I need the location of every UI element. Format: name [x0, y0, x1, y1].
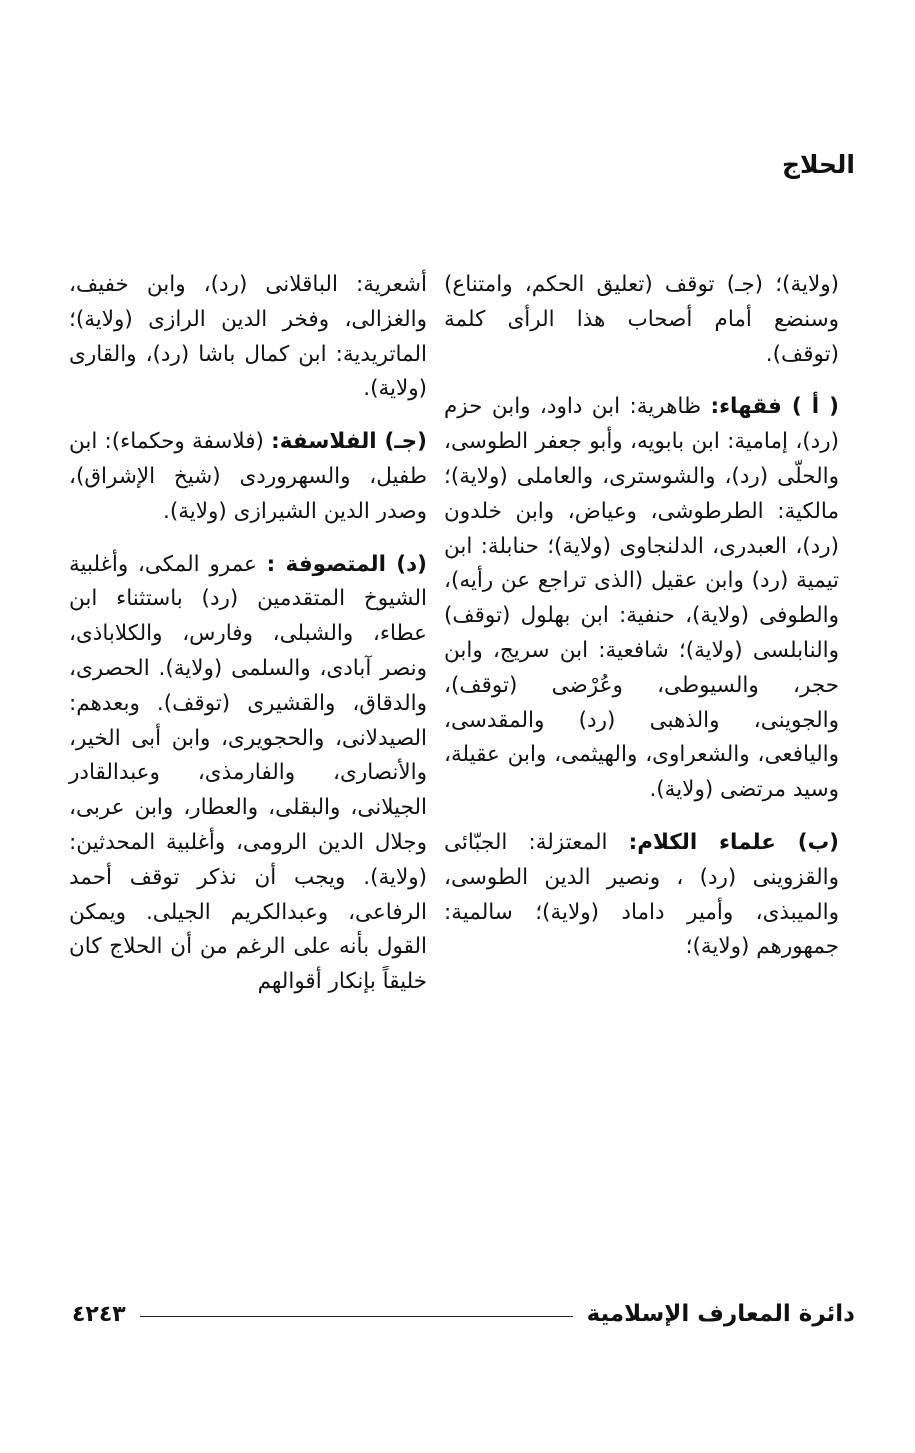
page-footer — [72, 1296, 855, 1332]
running-head: الحلاج — [782, 150, 855, 179]
section-heading: ( أ ) فقهاء: — [710, 394, 839, 420]
paragraph-text: المعتزلة: الجبّائى والقزوينى (رد) ، ونصير الدين الطوسى، والميبذى، وأمير داماد (ولاية)؛ سالمية: جمهورهم (ولاية)؛ — [444, 829, 839, 960]
paragraph-falasifa — [69, 425, 427, 529]
paragraph — [444, 268, 839, 372]
footer-title: دائرة المعارف الإسلامية — [586, 1301, 855, 1327]
paragraph-fuqaha — [444, 390, 839, 808]
paragraph — [69, 268, 427, 407]
page-number: ٤٢٤٣ — [72, 1301, 126, 1327]
paragraph-text: عمرو المكى، وأغلبية الشيوخ المتقدمين (رد) باستثناء ابن عطاء، والشبلى، وفارس، والكلاباذى، ونصر آبادى، والسلمى (ولاية). الحصرى، والدقاق، والقشيرى (توقف). وبعدهم: الصيدلانى، والحجويرى، وابن أبى الخير، والأنصارى، والفارمذى، وعبدالقادر الجيلانى، والبقلى، والعطار، وابن عربى، وجلال الدين الرومى، وأغلبية المحدثين: (ولاية). ويجب أن نذكر توقف أحمد الرفاعى، وعبدالكريم الجيلى. ويمكن القول بأنه على الرغم من أن الحلاج كان خليقاً بإنكار أقوالهم — [69, 551, 427, 995]
paragraph-kalam — [444, 826, 839, 965]
section-heading: (د) المتصوفة : — [266, 551, 427, 577]
left-column — [69, 268, 427, 1018]
paragraph-text: أشعرية: الباقلانى (رد)، وابن خفيف، والغزالى، وفخر الدين الرازى (ولاية)؛ الماتريدية: ابن كمال باشا (رد)، والقارى (ولاية). — [69, 272, 427, 402]
section-heading: (جـ) الفلاسفة: — [271, 429, 427, 455]
paragraph-text: (فلاسفة وحكماء): ابن طفيل، والسهروردى (شيخ الإشراق)، وصدر الدين الشيرازى (ولاية). — [69, 429, 427, 524]
footer-rule — [140, 1316, 573, 1317]
paragraph-text: (ولاية)؛ (جـ) توقف (تعليق الحكم، وامتناع) وسنضع أمام أصحاب هذا الرأى كلمة (توقف). — [444, 272, 839, 367]
right-column — [444, 268, 839, 983]
section-heading: (ب) علماء الكلام: — [628, 829, 839, 855]
paragraph-text: ظاهرية: ابن داود، وابن حزم (رد)، إمامية: ابن بابويه، وأبو جعفر الطوسى، والحلّى (رد)، والشوسترى، والعاملى (ولاية)؛ مالكية: الطرطوشى، وعياض، وابن خلدون (رد)، العبدرى، الدلنجاوى (ولاية)؛ حنابلة: ابن تيمية (رد) وابن عقيل (الذى تراجع عن رأيه)، والطوفى (ولاية)، حنفية: ابن بهلول (توقف) والنابلسى (ولاية)؛ شافعية: ابن سريج، وابن حجر، والسيوطى، وعُرْضى (توقف)، والجوينى، والذهبى (رد) والمقدسى، واليافعى، والشعراوى، والهيثمى، وابن عقيلة، وسيد مرتضى (ولاية). — [444, 394, 839, 803]
paragraph-mutasawwifa — [69, 548, 427, 1000]
